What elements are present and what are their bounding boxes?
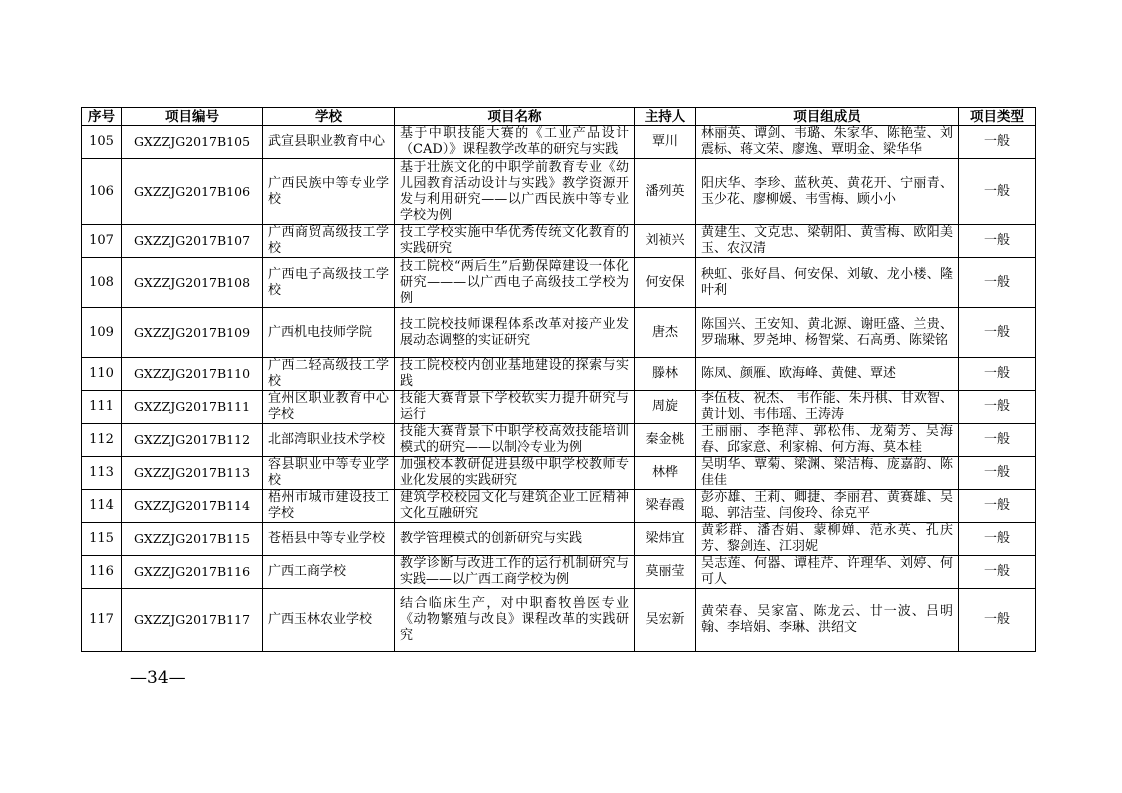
cell-code: GXZZJG2017B112 [122,424,263,457]
table-row [82,358,1036,391]
cell-seq: 116 [82,556,122,589]
cell-project-name: 基于中职技能大赛的《工业产品设计（CAD）》课程教学改革的研究与实践 [395,126,635,159]
cell-seq: 112 [82,424,122,457]
cell-seq: 114 [82,490,122,523]
cell-code: GXZZJG2017B109 [122,308,263,358]
cell-members: 黄荣春、吴家富、陈龙云、廿一波、吕明翰、李培娟、李琳、洪绍文 [696,589,959,652]
cell-type: 一般 [959,589,1036,652]
cell-members: 阳庆华、李珍、蓝秋英、黄花开、宁丽青、玉少花、廖柳媛、韦雪梅、顾小小 [696,159,959,225]
cell-school: 广西玉林农业学校 [263,589,395,652]
cell-host: 唐杰 [635,308,696,358]
cell-members: 陈国兴、王安知、黄北源、谢旺盛、兰贵、罗瑞琳、罗尧坤、杨智棠、石高勇、陈梁铭 [696,308,959,358]
cell-school: 苍梧县中等专业学校 [263,523,395,556]
cell-members: 陈凤、颜雁、欧海峰、黄健、覃述 [696,358,959,391]
cell-code: GXZZJG2017B105 [122,126,263,159]
cell-school: 广西二轻高级技工学校 [263,358,395,391]
cell-host: 秦金桃 [635,424,696,457]
cell-type: 一般 [959,126,1036,159]
cell-seq: 109 [82,308,122,358]
cell-type: 一般 [959,225,1036,258]
header-seq: 序号 [82,108,122,126]
table-row [82,126,1036,159]
cell-seq: 113 [82,457,122,490]
table-row [82,490,1036,523]
cell-members: 黄彩群、潘杏娟、蒙柳婵、范永英、孔庆芳、黎剑连、江羽妮 [696,523,959,556]
cell-members: 吴志莲、何器、谭桂芹、许理华、刘婷、何可人 [696,556,959,589]
cell-code: GXZZJG2017B110 [122,358,263,391]
cell-host: 林桦 [635,457,696,490]
cell-members: 林丽英、谭剑、韦璐、朱家华、陈艳莹、刘震标、蒋文荣、廖逸、覃明金、梁华华 [696,126,959,159]
cell-seq: 117 [82,589,122,652]
cell-members: 王丽丽、李艳萍、郭松伟、龙菊芳、吴海春、邱家意、利家棉、何方海、莫本桂 [696,424,959,457]
cell-project-name: 技工院校技师课程体系改革对接产业发展动态调整的实证研究 [395,308,635,358]
cell-code: GXZZJG2017B107 [122,225,263,258]
cell-type: 一般 [959,159,1036,225]
header-host: 主持人 [635,108,696,126]
cell-school: 广西电子高级技工学校 [263,258,395,308]
page-number: —34— [130,668,186,688]
cell-type: 一般 [959,556,1036,589]
cell-code: GXZZJG2017B106 [122,159,263,225]
cell-members: 彭亦雄、王莉、卿捷、李丽君、黄赛雄、吴聪、郭洁莹、闫俊玲、徐克平 [696,490,959,523]
cell-school: 宜州区职业教育中心学校 [263,391,395,424]
cell-school: 武宣县职业教育中心 [263,126,395,159]
cell-project-name: 建筑学校校园文化与建筑企业工匠精神文化互融研究 [395,490,635,523]
cell-type: 一般 [959,308,1036,358]
cell-type: 一般 [959,258,1036,308]
cell-school: 广西民族中等专业学校 [263,159,395,225]
cell-code: GXZZJG2017B116 [122,556,263,589]
cell-type: 一般 [959,523,1036,556]
table-row [82,457,1036,490]
cell-project-name: 基于壮族文化的中职学前教育专业《幼儿园教育活动设计与实践》教学资源开发与利用研究——以广西民族中等专业学校为例 [395,159,635,225]
cell-host: 覃川 [635,126,696,159]
table-row [82,308,1036,358]
cell-host: 梁春霞 [635,490,696,523]
cell-code: GXZZJG2017B111 [122,391,263,424]
cell-seq: 105 [82,126,122,159]
cell-project-name: 教学管理模式的创新研究与实践 [395,523,635,556]
cell-project-name: 技工院校校内创业基地建设的探索与实践 [395,358,635,391]
cell-school: 广西工商学校 [263,556,395,589]
cell-type: 一般 [959,424,1036,457]
cell-code: GXZZJG2017B113 [122,457,263,490]
table-row [82,159,1036,225]
cell-type: 一般 [959,490,1036,523]
cell-type: 一般 [959,358,1036,391]
cell-code: GXZZJG2017B114 [122,490,263,523]
cell-type: 一般 [959,457,1036,490]
header-type: 项目类型 [959,108,1036,126]
cell-project-name: 加强校本教研促进县级中职学校教师专业化发展的实践研究 [395,457,635,490]
header-code: 项目编号 [122,108,263,126]
table-header-row [82,108,1036,126]
header-members: 项目组成员 [696,108,959,126]
cell-school: 容县职业中等专业学校 [263,457,395,490]
cell-members: 黄建生、文克忠、梁朝阳、黄雪梅、欧阳美玉、农汉清 [696,225,959,258]
cell-members: 李伍枝、祝杰、 韦作能、朱丹棋、甘欢智、黄计划、韦伟瑶、王涛涛 [696,391,959,424]
cell-code: GXZZJG2017B115 [122,523,263,556]
table-row [82,424,1036,457]
cell-project-name: 教学诊断与改进工作的运行机制研究与实践——以广西工商学校为例 [395,556,635,589]
cell-project-name: 技工学校实施中华优秀传统文化教育的实践研究 [395,225,635,258]
cell-host: 梁炜宜 [635,523,696,556]
header-school: 学校 [263,108,395,126]
table-row [82,523,1036,556]
cell-school: 北部湾职业技术学校 [263,424,395,457]
cell-school: 广西机电技师学院 [263,308,395,358]
project-table [81,107,1036,652]
cell-host: 刘祯兴 [635,225,696,258]
cell-seq: 111 [82,391,122,424]
cell-host: 何安保 [635,258,696,308]
cell-host: 周旋 [635,391,696,424]
cell-project-name: 结合临床生产，对中职畜牧兽医专业《动物繁殖与改良》课程改革的实践研究 [395,589,635,652]
table-row [82,391,1036,424]
cell-code: GXZZJG2017B117 [122,589,263,652]
cell-host: 吴宏新 [635,589,696,652]
cell-project-name: 技能大赛背景下学校软实力提升研究与运行 [395,391,635,424]
cell-seq: 110 [82,358,122,391]
cell-project-name: 技工院校“两后生”后勤保障建设一体化研究———以广西电子高级技工学校为例 [395,258,635,308]
cell-project-name: 技能大赛背景下中职学校高效技能培训模式的研究——以制冷专业为例 [395,424,635,457]
cell-seq: 106 [82,159,122,225]
cell-seq: 107 [82,225,122,258]
cell-seq: 108 [82,258,122,308]
cell-code: GXZZJG2017B108 [122,258,263,308]
cell-seq: 115 [82,523,122,556]
header-project-name: 项目名称 [395,108,635,126]
table-row [82,258,1036,308]
cell-members: 秧虹、张好昌、何安保、刘敏、龙小楼、隆叶利 [696,258,959,308]
cell-school: 梧州市城市建设技工学校 [263,490,395,523]
cell-host: 莫丽莹 [635,556,696,589]
cell-members: 吴明华、覃菊、梁渊、梁洁梅、庞嘉韵、陈佳佳 [696,457,959,490]
cell-host: 滕林 [635,358,696,391]
table-row [82,225,1036,258]
table-row [82,556,1036,589]
table-row [82,589,1036,652]
cell-host: 潘列英 [635,159,696,225]
cell-school: 广西商贸高级技工学校 [263,225,395,258]
cell-type: 一般 [959,391,1036,424]
